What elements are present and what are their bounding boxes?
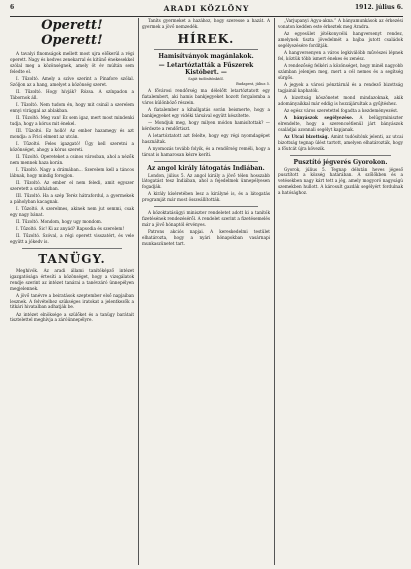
paragraph: A hangversenyen a város legkiválóbb művészei lépnek fel, köztük több ismert énekes és zenész. <box>278 49 403 61</box>
divider <box>22 248 122 249</box>
article-title: Operett! Operett! <box>41 18 103 48</box>
divider <box>290 155 391 156</box>
article-headline: Pusztító jégverés Gyorokon. <box>293 158 388 166</box>
divider <box>154 49 258 50</box>
columns <box>10 18 403 565</box>
paragraph: II. Tűzoltó. Opereteket a csinos városban, ahol a nézők nem mennek haza korán. <box>10 153 134 165</box>
article-headline: Hamisítványok magánlakok. <box>158 52 254 60</box>
paragraph: A fiatalember a kihallgatás során beismerte, hogy a bankjegyeket egy vidéki társával együtt készítette. <box>142 106 270 118</box>
paragraph: III. Tűzoltó. Ha a szép Teréz hátrafordul, a gyermekek a páholyban kacagnak. <box>10 192 134 204</box>
paragraph: A tavalyi finomságok mellett most ujra előkerül a régi operett. Nagy és kedves zenekarral és kitünő énekesekkel szólal meg a közönségnek, amely öt év múltán sem feledte el. <box>10 51 134 74</box>
byline: Saját tudósítónktól. <box>188 76 224 81</box>
section-title-hirek: HÍREK. <box>177 31 235 46</box>
issue-date: 1912. július 6. <box>354 4 403 11</box>
column-1 <box>10 18 134 565</box>
paragraph <box>278 115 403 133</box>
column-3 <box>278 18 403 565</box>
inline-headline: Az Utcai bizottság. <box>284 133 329 139</box>
paragraph: A jegyek a városi pénztárnál és a rendező bizottság tagjainál kaphatók. <box>278 81 403 93</box>
paragraph: II. Tűzoltó. Az ember el nem feledi, amit egyszer szeretett a színházban. <box>10 179 134 191</box>
paragraph: Taníts gyermeket a hazához, hogy szeresse a hazát. A gyermek a jövő nemzedék. <box>142 18 270 29</box>
paragraph: I. Tűzoltó. A szerelmes, akinek nem jut semmi, csak egy nagy bánat. <box>10 205 134 217</box>
paragraph: I. Tűzoltó. Nagy a drámában... Szerelem kell a táncos lábnak, hogy mindig forogjon. <box>10 166 134 178</box>
paragraph: Az egyesület jótékonycélú hangversenyt rendez, amelynek tiszta jövedelmét a bajba jutott családok segélyezésére fordítják. <box>278 31 403 48</box>
paragraph: I. Tűzoltó. Nem tudom én, hogy mit csinál a szerelem ennyi virággal az ablakban. <box>10 101 134 113</box>
section-title-tanugy: TANÜGY. <box>38 251 106 266</box>
paragraph: — Mondjuk meg, hogy milyen módon hamisítottak? — kérdezte a rendőrtiszt. <box>142 119 270 131</box>
masthead: ARADI KÖZLÖNY <box>163 4 250 13</box>
paragraph: III. Tűzoltó. Ez holló! Az ember hazamegy és azt mondja: a Frici elment az utcán. <box>10 127 134 139</box>
article-headline: Az angol király látogatás Indiában. <box>147 164 265 172</box>
paragraph: II. Tűzoltó. Meg van! Ez sem igaz, mert most mindenki tudja, hogy a kórus mit énekel. <box>10 114 134 126</box>
paragraph <box>278 134 403 152</box>
paragraph: Az egész város szeretettel fogadta a kezdeményezést. <box>284 107 399 113</box>
paragraph: A bizottság köszönetet mond mindazoknak, akik adományaikkal már eddig is hozzájárultak a gyűjtéshez. <box>278 94 403 106</box>
inline-headline: A bányászok segélyezése. <box>284 114 354 120</box>
paragraph: A nyomozás tovább folyik, és a rendőrség reméli, hogy a társat is hamarosan kézre keríti. <box>142 145 270 157</box>
paragraph: Meghívók. Az aradi állami tanítóképző intézet igazgatósága értesíti a közönséget, hogy a vizsgálatok rendje szerint az intézet tanárai a tanévzáró ünnepélyen megjelennek. <box>10 267 134 291</box>
divider <box>154 206 258 207</box>
column-2 <box>142 18 270 565</box>
page-number: 6 <box>10 4 15 11</box>
paragraph: I. Tűzoltó. Amely a szíve szerint a Pinafore szólal. Szóljon az a hang, amelyet a közönség szeret. <box>10 75 134 87</box>
paragraph: Gyorok, július 5. Tegnap délután heves jégeső pusztított a község határában. A szőlőkben és a vetésekben nagy kárt tett a jég, amely mogyoró nagyságú szemekben hullott. A károsult gazdák segélyért fordulnak a hatósághoz. <box>278 166 403 196</box>
paragraph: A rendezőség felkéri a közönséget, hogy minél nagyobb számban jelenjen meg, mert a cél nemes és a segítség sürgős. <box>278 62 403 80</box>
paragraph: Az intézet elnöksége a szülőket és a tanügy barátait tisztelettel meghívja a záróünnepélyre. <box>10 311 134 323</box>
paragraph: A közoktatásügyi miniszter rendeletet adott ki a tanítók fizetésének rendezéséről. A rendelet szerint a fizetésemelés már a jövő hónaptól érvényes. <box>142 210 270 228</box>
paragraph: II. Tűzoltó. Mondom, hogy ugy mondom. <box>16 218 103 224</box>
column-rule <box>138 18 139 565</box>
paragraph: A jövő tanévre a beiratások szeptember első napjaiban lesznek. A felvételhez szükséges iratokat a jelentkezők a titkári hivatalban adhatják be. <box>10 292 134 310</box>
paragraph: II. Tűzoltó. Szóval, a régi operett visszatért, és vele együtt a jókedv is. <box>10 233 134 244</box>
paragraph: I. Tűzoltó. Sic! Ki az anyád? Rapsodia és szerelem! <box>16 225 125 231</box>
paragraph: „Varjupanyi Agyu-akna.” A bányamunkások az érkezési vonaton kedden este érkeztek meg Aradra. <box>278 18 403 29</box>
paragraph: A letartóztatott azt felelte, hogy egy régi nyomdagépet használtak. <box>142 132 270 144</box>
page-header <box>10 4 403 17</box>
column-rule <box>274 18 275 565</box>
paragraph-text: A belügyminiszter elrendelte, hogy a szerencsétlenül járt bányászok családjai azonnali segélyt kapjanak. <box>278 114 403 132</box>
dateline: Budapest, július 5. <box>236 81 270 86</box>
paragraph: II. Tűzoltó. Hogy hívják? Rózsa. A színpadon a Tábornok áll. <box>10 88 134 100</box>
paragraph: London, július 5. Az angol király a jövő télen hosszabb látogatást tesz Indiában, ahol a fejedelmek ünnepélyesen fogadják. <box>142 172 270 190</box>
paragraph: A fővárosi rendőrség ma délelőtt letartóztatott egy fiatalembert, aki hamis bankjegyeket hozott forgalomba a város különböző részein. <box>142 87 270 105</box>
paragraph-text: Amint tudósítónk jelenti, az utcai bizottság tegnap ülést tartott, amelyen elhatározták, hogy a főutcát újra kövezik. <box>278 133 403 151</box>
paragraph: I. Tűzoltó. Feles igazgató! Úgy kell szeretni a közönséget, ahogy a kórus szereti. <box>10 140 134 152</box>
paragraph: Patrons akciós napjai. A kereskedelmi testület elhatározta, hogy a nyári hónapokban vasárnapi munkaszünetet tart. <box>142 229 270 246</box>
divider <box>154 161 258 162</box>
article-subheadline: — Letartóztatták a Fűszerek Kistóbert. — <box>158 61 254 76</box>
paragraph: A király kíséretében lesz a királyné is, és a látogatás programját már most összeállították. <box>142 191 270 203</box>
